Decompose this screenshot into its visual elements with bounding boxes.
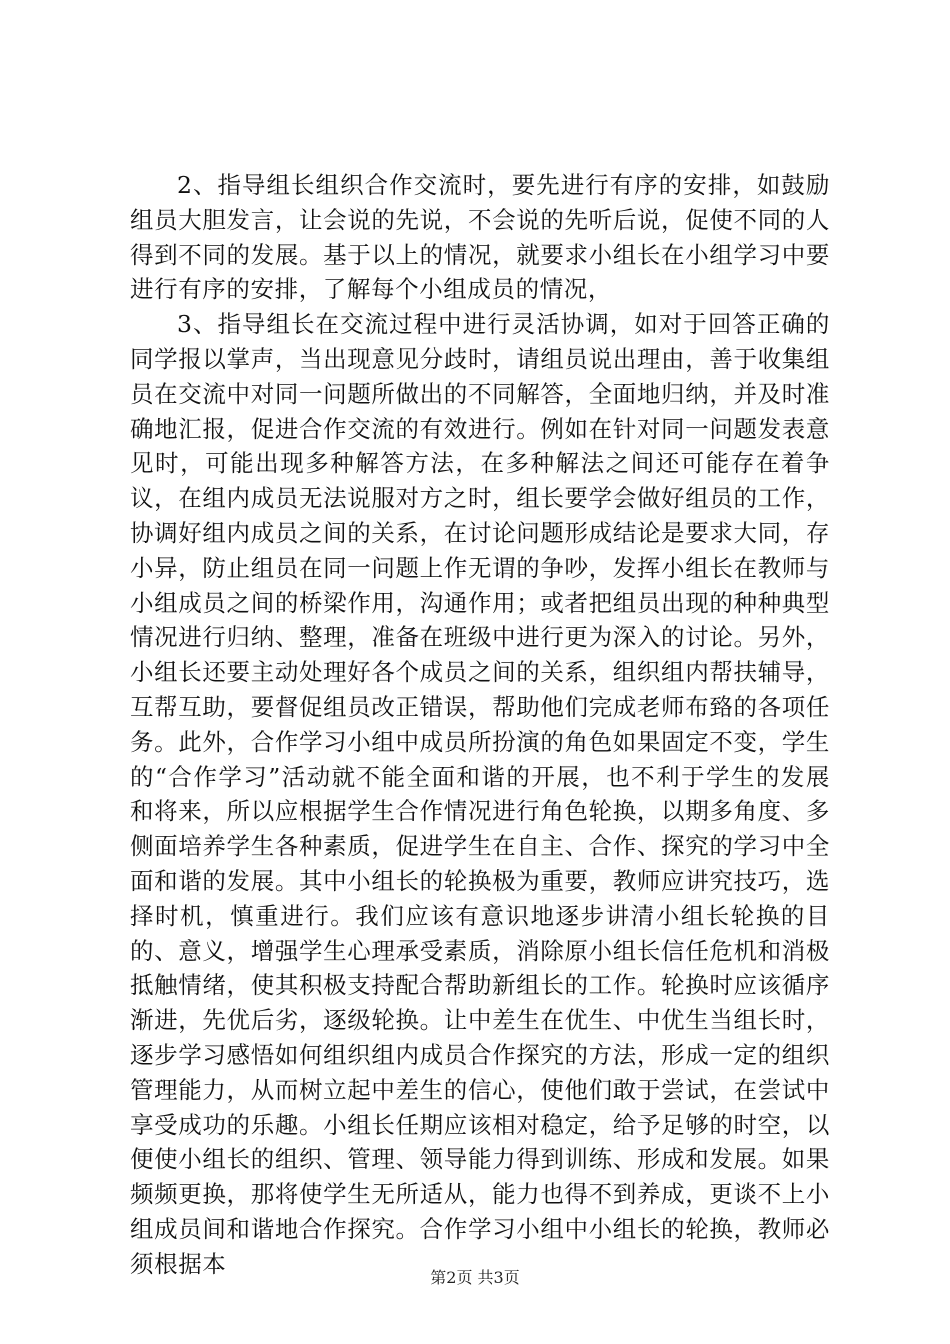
page-footer: 第2页 共3页 xyxy=(430,1268,520,1287)
paragraph-3: 3、指导组长在交流过程中进行灵活协调，如对于回答正确的同学报以掌声，当出现意见分歧时，请组员说出理由，善于收集组员在交流中对同一问题所做出的不同解答，全面地归纳，并及时准确地汇报，促进合作交流的有效进行。例如在针对同一问题发表意见时，可能出现多种解答方法，在多种解法之间还可能存在着争议，在组内成员无法说服对方之时，组长要学会做好组员的工作，协调好组内成员之间的关系，在讨论问题形成结论是要求大同，存小异，防止组员在同一问题上作无谓的争吵，发挥小组长在教师与小组成员之间的桥梁作用，沟通作用；或者把组员出现的种种典型情况进行归纳、整理，准备在班级中进行更为深入的讨论。另外，小组长还要主动处理好各个成员之间的关系，组织组内帮扶辅导，互帮互助，要督促组员改正错误，帮助他们完成老师布臵的各项任务。此外，合作学习小组中成员所扮演的角色如果固定不变，学生的“合作学习”活动就不能全面和谐的开展，也不利于学生的发展和将来，所以应根据学生合作情况进行角色轮换，以期多角度、多侧面培养学生各种素质，促进学生在自主、合作、探究的学习中全面和谐的发展。其中小组长的轮换极为重要，教师应讲究技巧，选择时机，慎重进行。我们应该有意识地逐步讲清小组长轮换的目的、意义，增强学生心理承受素质，消除原小组长信任危机和消极抵触情绪，使其积极支持配合帮助新组长的工作。轮换时应该循序渐进，先优后劣，逐级轮换。让中差生在优生、中优生当组长时，逐步学习感悟如何组织组内成员合作探究的方法，形成一定的组织管理能力，从而树立起中差生的信心，使他们敢于尝试，在尝试中享受成功的乐趣。小组长任期应该相对稳定，给予足够的时空，以便使小组长的组织、管理、领导能力得到训练、形成和发展。如果频频更换，那将使学生无所适从，能力也得不到养成，更谈不上小组成员间和谐地合作探究。合作学习小组中小组长的轮换，教师必须根据本 xyxy=(130,310,830,1278)
body-text xyxy=(130,168,830,1282)
paragraph-2: 2、指导组长组织合作交流时，要先进行有序的安排，如鼓励组员大胆发言，让会说的先说，不会说的先听后说，促使不同的人得到不同的发展。基于以上的情况，就要求小组长在小组学习中要进行有序的安排，了解每个小组成员的情况， xyxy=(130,171,830,304)
